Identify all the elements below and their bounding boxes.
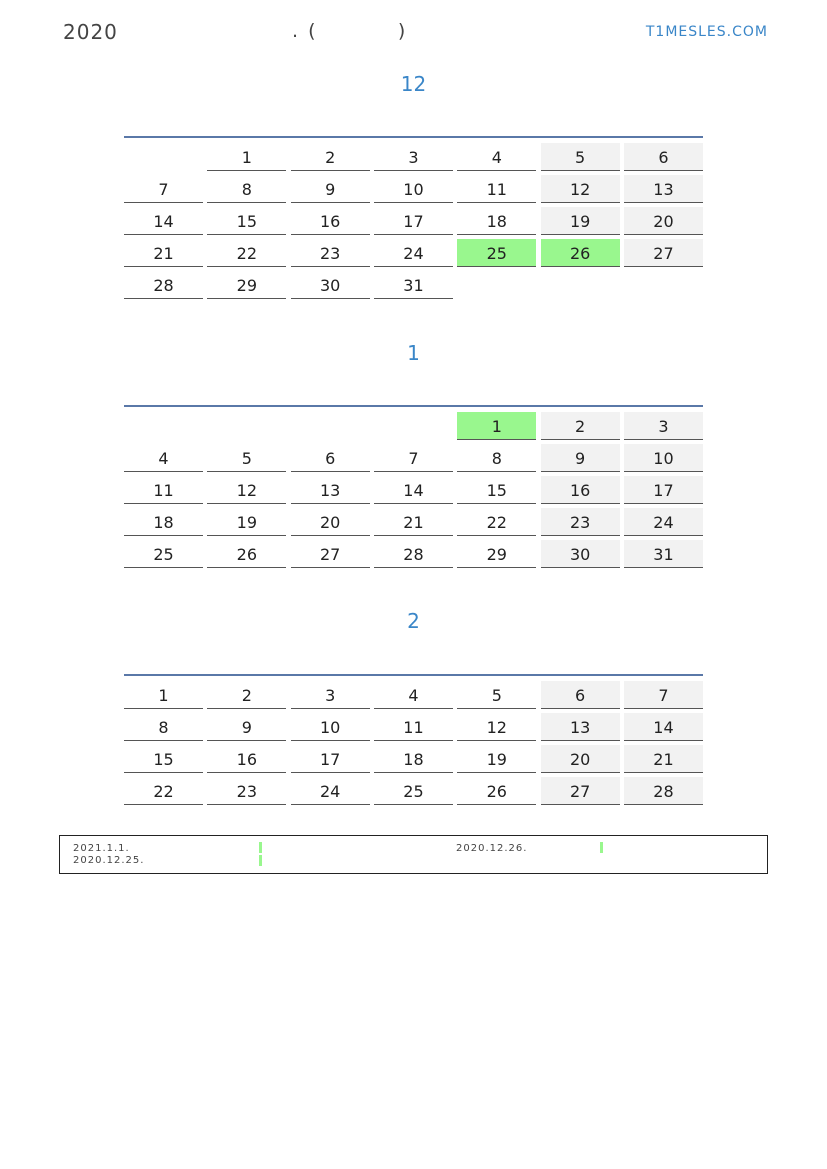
holiday-marker-bar bbox=[600, 842, 603, 853]
day-cell: 23 bbox=[207, 777, 286, 805]
day-cell-weekend: 20 bbox=[541, 745, 620, 773]
holiday-marker-bar bbox=[259, 842, 262, 853]
day-cell: 8 bbox=[457, 444, 536, 472]
day-cell: 17 bbox=[374, 207, 453, 235]
day-cell-weekend: 5 bbox=[541, 143, 620, 171]
header-paren: . ( ) bbox=[292, 20, 408, 42]
day-cell: 12 bbox=[207, 476, 286, 504]
day-cell: 15 bbox=[124, 745, 203, 773]
day-cell: 11 bbox=[124, 476, 203, 504]
day-cell: 16 bbox=[207, 745, 286, 773]
day-cell: 28 bbox=[124, 271, 203, 299]
day-cell: 11 bbox=[457, 175, 536, 203]
day-cell: 26 bbox=[207, 540, 286, 568]
day-cell-holiday: 26 bbox=[541, 239, 620, 267]
day-cell: 9 bbox=[207, 713, 286, 741]
day-cell: 22 bbox=[457, 508, 536, 536]
empty-cell bbox=[291, 412, 370, 440]
day-cell: 17 bbox=[291, 745, 370, 773]
header-year: 2020 bbox=[63, 20, 118, 44]
day-cell: 10 bbox=[374, 175, 453, 203]
day-cell: 4 bbox=[124, 444, 203, 472]
day-cell-weekend: 17 bbox=[624, 476, 703, 504]
day-cell: 14 bbox=[124, 207, 203, 235]
month-grid-december bbox=[124, 143, 703, 299]
month-rule bbox=[124, 674, 703, 676]
day-cell: 15 bbox=[457, 476, 536, 504]
day-cell: 22 bbox=[124, 777, 203, 805]
note-left-line2: 2020.12.25. bbox=[73, 855, 145, 866]
day-cell: 29 bbox=[457, 540, 536, 568]
day-cell: 12 bbox=[457, 713, 536, 741]
day-cell-weekend: 28 bbox=[624, 777, 703, 805]
month-grid-february bbox=[124, 681, 703, 805]
day-cell: 9 bbox=[291, 175, 370, 203]
day-cell-weekend: 13 bbox=[541, 713, 620, 741]
day-cell: 29 bbox=[207, 271, 286, 299]
day-cell-weekend: 6 bbox=[541, 681, 620, 709]
day-cell-weekend: 10 bbox=[624, 444, 703, 472]
day-cell: 25 bbox=[124, 540, 203, 568]
day-cell-weekend: 7 bbox=[624, 681, 703, 709]
note-left-line1: 2021.1.1. bbox=[73, 843, 130, 854]
day-cell: 8 bbox=[124, 713, 203, 741]
day-cell: 21 bbox=[124, 239, 203, 267]
month-title-february: 2 bbox=[407, 609, 420, 633]
day-cell: 22 bbox=[207, 239, 286, 267]
day-cell: 5 bbox=[457, 681, 536, 709]
holiday-marker-bar bbox=[259, 855, 262, 866]
day-cell-weekend: 2 bbox=[541, 412, 620, 440]
day-cell-holiday: 1 bbox=[457, 412, 536, 440]
day-cell: 6 bbox=[291, 444, 370, 472]
day-cell: 10 bbox=[291, 713, 370, 741]
empty-cell bbox=[124, 143, 203, 171]
empty-cell bbox=[207, 412, 286, 440]
day-cell: 25 bbox=[374, 777, 453, 805]
day-cell: 24 bbox=[374, 239, 453, 267]
day-cell: 2 bbox=[291, 143, 370, 171]
day-cell-weekend: 19 bbox=[541, 207, 620, 235]
day-cell-weekend: 30 bbox=[541, 540, 620, 568]
day-cell: 28 bbox=[374, 540, 453, 568]
day-cell: 27 bbox=[291, 540, 370, 568]
notes-box bbox=[59, 835, 768, 874]
day-cell: 19 bbox=[207, 508, 286, 536]
day-cell: 18 bbox=[374, 745, 453, 773]
month-rule bbox=[124, 405, 703, 407]
day-cell: 4 bbox=[374, 681, 453, 709]
day-cell-weekend: 12 bbox=[541, 175, 620, 203]
day-cell: 19 bbox=[457, 745, 536, 773]
month-title-december: 12 bbox=[400, 72, 427, 96]
day-cell: 7 bbox=[124, 175, 203, 203]
day-cell: 23 bbox=[291, 239, 370, 267]
month-rule bbox=[124, 136, 703, 138]
day-cell: 5 bbox=[207, 444, 286, 472]
day-cell: 18 bbox=[124, 508, 203, 536]
day-cell-weekend: 16 bbox=[541, 476, 620, 504]
day-cell-weekend: 27 bbox=[541, 777, 620, 805]
day-cell: 18 bbox=[457, 207, 536, 235]
day-cell-weekend: 27 bbox=[624, 239, 703, 267]
day-cell: 1 bbox=[124, 681, 203, 709]
day-cell: 1 bbox=[207, 143, 286, 171]
brand-link[interactable]: T1MESLES.COM bbox=[645, 24, 768, 40]
day-cell: 31 bbox=[374, 271, 453, 299]
day-cell-weekend: 14 bbox=[624, 713, 703, 741]
day-cell-weekend: 3 bbox=[624, 412, 703, 440]
month-grid-january bbox=[124, 412, 703, 568]
day-cell: 21 bbox=[374, 508, 453, 536]
day-cell: 4 bbox=[457, 143, 536, 171]
day-cell-weekend: 23 bbox=[541, 508, 620, 536]
day-cell-holiday: 25 bbox=[457, 239, 536, 267]
day-cell: 16 bbox=[291, 207, 370, 235]
day-cell: 15 bbox=[207, 207, 286, 235]
day-cell: 26 bbox=[457, 777, 536, 805]
day-cell-weekend: 21 bbox=[624, 745, 703, 773]
day-cell: 7 bbox=[374, 444, 453, 472]
day-cell: 8 bbox=[207, 175, 286, 203]
month-title-january: 1 bbox=[407, 341, 420, 365]
day-cell: 30 bbox=[291, 271, 370, 299]
day-cell: 20 bbox=[291, 508, 370, 536]
day-cell-weekend: 9 bbox=[541, 444, 620, 472]
day-cell: 2 bbox=[207, 681, 286, 709]
day-cell: 11 bbox=[374, 713, 453, 741]
day-cell: 3 bbox=[291, 681, 370, 709]
day-cell: 14 bbox=[374, 476, 453, 504]
page-header bbox=[60, 18, 768, 48]
empty-cell bbox=[374, 412, 453, 440]
empty-cell bbox=[124, 412, 203, 440]
note-right-line1: 2020.12.26. bbox=[456, 843, 528, 854]
day-cell: 3 bbox=[374, 143, 453, 171]
day-cell-weekend: 31 bbox=[624, 540, 703, 568]
day-cell-weekend: 20 bbox=[624, 207, 703, 235]
day-cell: 13 bbox=[291, 476, 370, 504]
day-cell: 24 bbox=[291, 777, 370, 805]
day-cell-weekend: 13 bbox=[624, 175, 703, 203]
day-cell-weekend: 6 bbox=[624, 143, 703, 171]
day-cell-weekend: 24 bbox=[624, 508, 703, 536]
